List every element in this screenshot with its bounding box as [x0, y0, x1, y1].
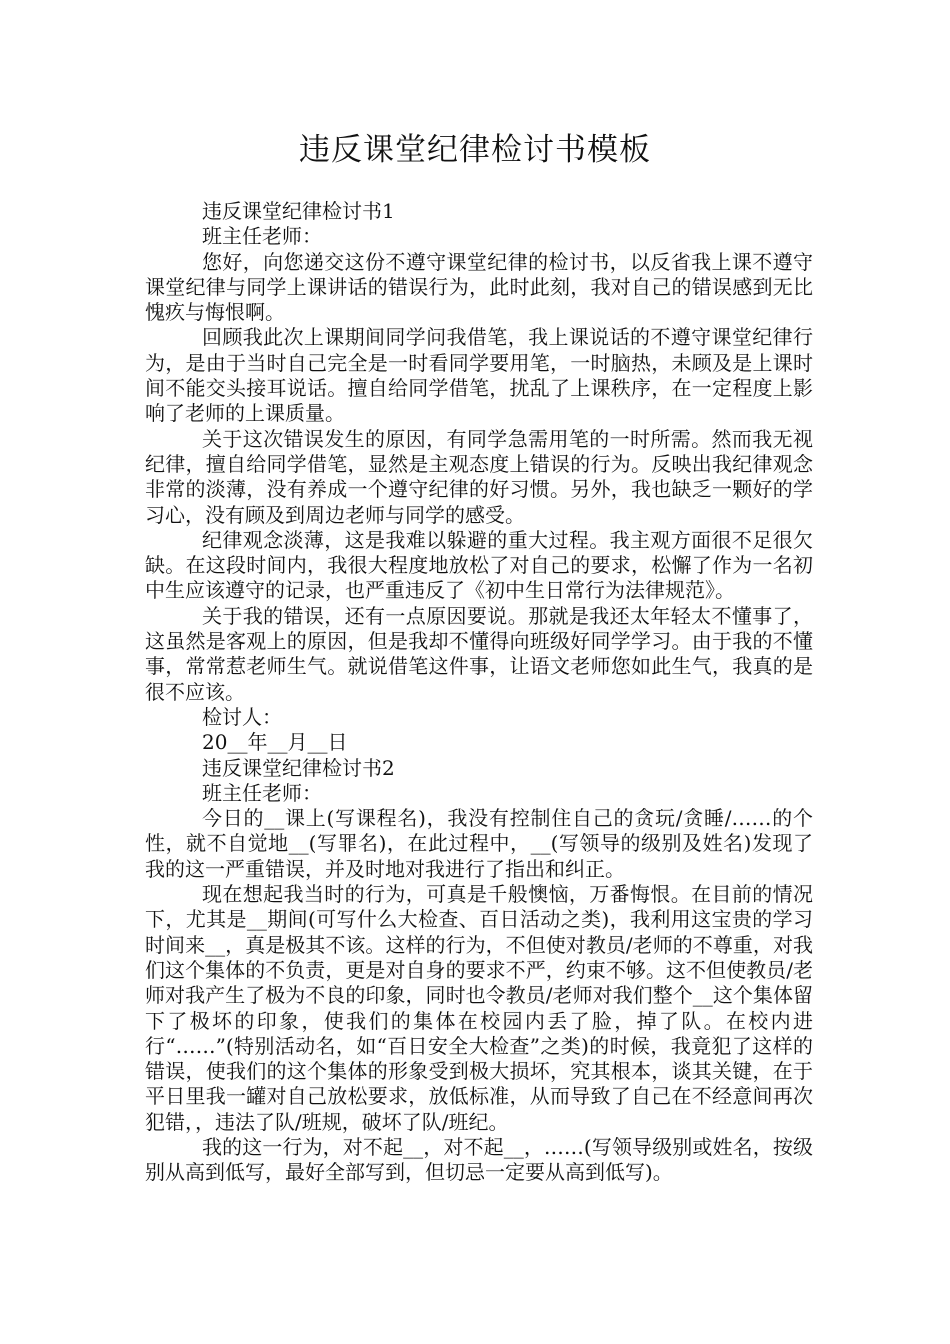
letter-heading-1: 违反课堂纪律检讨书1 [202, 199, 395, 223]
body-paragraph: 我的这一行为，对不起__，对不起__，……(写领导级别或姓名，按级别从高到低写，最好全部写到，但切忌一定要从高到低写)。 [145, 1134, 813, 1185]
signature-label: 检讨人： [202, 704, 282, 729]
body-paragraph: 现在想起我当时的行为，可真是千般懊恼，万番悔恨。在目前的情况下，尤其是__期间(可写什么大检查、百日活动之类)，我利用这宝贵的学习时间来__，真是极其不该。这样的行为，不但使对教员/老师的不尊重，对我们这个集体的不负责，更是对自身的要求不严，约束不够。这不但使教员/老师对我产生了极为不良的印象，同时也令教员/老师对我们整个__这个集体留下了极坏的印象，使我们的集体在校园内丢了脸，掉了队。在校内进行“……”(特别活动名，如“百日安全大检查”之类)的时候，我竟犯了这样的错误，使我们的这个集体的形象受到极大损坏，究其根本，谈其关键，在于平日里我一罐对自己放松要求，放低标准，从而导致了自己在不经意间再次犯错，，违法了队/班规，破坏了队/班纪。 [145, 882, 813, 1134]
body-paragraph: 回顾我此次上课期间同学问我借笔，我上课说话的不遵守课堂纪律行为，是由于当时自己完全是一时看同学要用笔，一时脑热，未顾及是上课时间不能交头接耳说话。擅自给同学借笔，扰乱了上课秩序，在一定程度上影响了老师的上课质量。 [145, 325, 813, 426]
salutation-1: 班主任老师： [202, 224, 322, 249]
document-title: 违反课堂纪律检讨书模板 [299, 132, 651, 168]
body-paragraph: 您好，向您递交这份不遵守课堂纪律的检讨书，以反省我上课不遵守课堂纪律与同学上课讲话的错误行为，此时此刻，我对自己的错误感到无比愧疚与悔恨啊。 [145, 249, 813, 325]
salutation-2: 班主任老师： [202, 780, 322, 805]
body-paragraph: 今日的__课上(写课程名)，我没有控制住自己的贪玩/贪睡/……的个性，就不自觉地__(写罪名)，在此过程中，__(写领导的级别及姓名)发现了我的这一严重错误，并及时地对我进行了指出和纠正。 [145, 806, 813, 881]
document-body [145, 199, 813, 1186]
date-line: 20__年__月__日 [202, 730, 348, 755]
letter-heading-2: 违反课堂纪律检讨书2 [202, 755, 395, 780]
body-paragraph: 纪律观念淡薄，这是我难以躲避的重大过程。我主观方面很不足很欠缺。在这段时间内，我很大程度地放松了对自己的要求，松懈了作为一名初中生应该遵守的记录，也严重违反了《初中生日常行为法律规范》。 [145, 527, 813, 603]
body-paragraph: 关于这次错误发生的原因，有同学急需用笔的一时所需。然而我无视纪律，擅自给同学借笔，显然是主观态度上错误的行为。反映出我纪律观念非常的淡薄，没有养成一个遵守纪律的好习惯。另外，我也缺乏一颗好的学习心，没有顾及到周边老师与同学的感受。 [145, 426, 813, 527]
body-paragraph: 关于我的错误，还有一点原因要说。那就是我还太年轻太不懂事了，这虽然是客观上的原因，但是我却不懂得向班级好同学学习。由于我的不懂事，常常惹老师生气。就说借笔这件事，让语文老师您如此生气，我真的是很不应该。 [145, 603, 813, 704]
